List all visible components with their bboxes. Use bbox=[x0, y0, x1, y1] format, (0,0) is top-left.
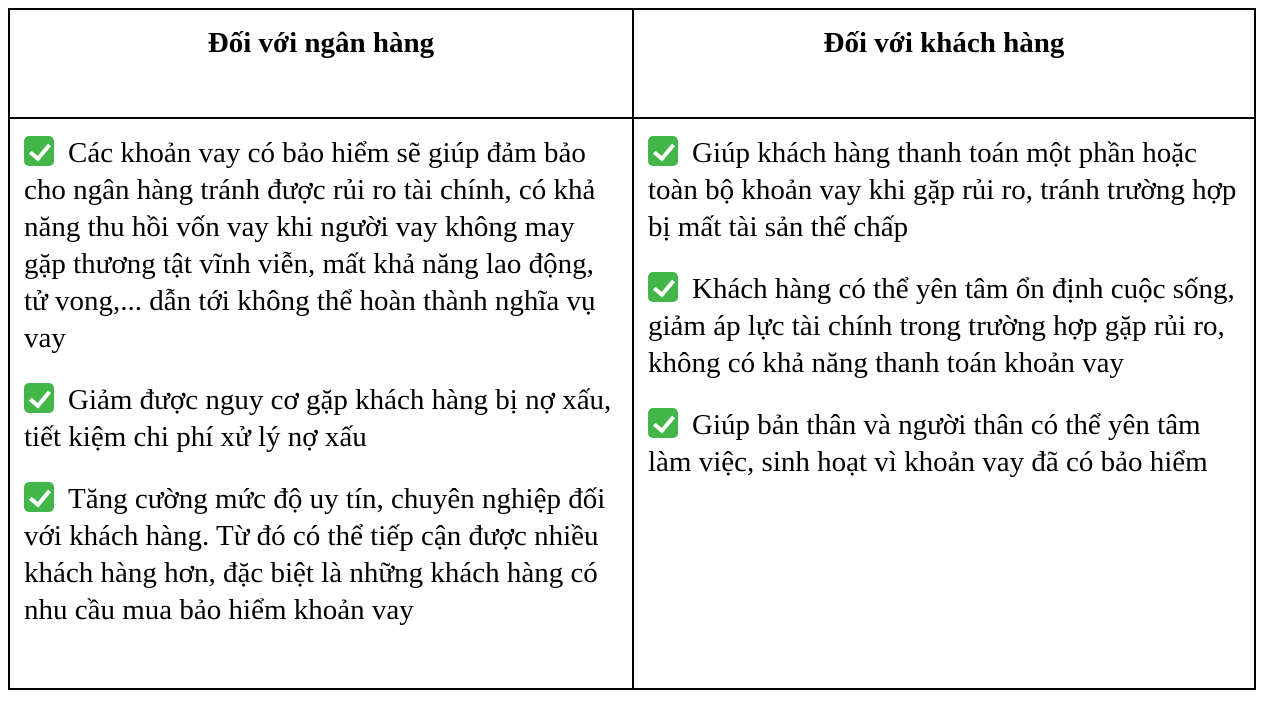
customer-benefit-text: Giúp khách hàng thanh toán một phần hoặc toàn bộ khoản vay khi gặp rủi ro, tránh trường hợp bị mất tài sản thế chấp bbox=[648, 137, 1237, 243]
header-row bbox=[10, 10, 1254, 118]
comparison-table bbox=[10, 10, 1254, 688]
customer-benefit-item bbox=[648, 271, 1242, 382]
check-mark-icon bbox=[24, 136, 54, 166]
customer-benefits-cell bbox=[633, 118, 1254, 688]
check-mark-icon bbox=[648, 272, 678, 302]
bank-benefit-item bbox=[24, 135, 620, 357]
customer-benefit-item bbox=[648, 407, 1242, 481]
check-mark-icon bbox=[24, 482, 54, 512]
customer-benefit-text: Giúp bản thân và người thân có thể yên tâm làm việc, sinh hoạt vì khoản vay đã có bảo hiểm bbox=[648, 409, 1208, 478]
check-mark-icon bbox=[24, 383, 54, 413]
bank-benefit-item bbox=[24, 382, 620, 456]
check-mark-icon bbox=[648, 136, 678, 166]
header-customer: Đối với khách hàng bbox=[633, 10, 1254, 118]
bank-benefit-text: Giảm được nguy cơ gặp khách hàng bị nợ xấu, tiết kiệm chi phí xử lý nợ xấu bbox=[24, 384, 612, 453]
check-mark-icon bbox=[648, 408, 678, 438]
bank-benefit-text: Tăng cường mức độ uy tín, chuyên nghiệp đối với khách hàng. Từ đó có thể tiếp cận được nhiều khách hàng hơn, đặc biệt là những khách hàng có nhu cầu mua bảo hiểm khoản vay bbox=[24, 483, 606, 626]
bank-benefit-item bbox=[24, 481, 620, 629]
comparison-table-container bbox=[8, 8, 1256, 690]
header-bank: Đối với ngân hàng bbox=[10, 10, 633, 118]
bank-benefits-cell bbox=[10, 118, 633, 688]
bank-benefit-text: Các khoản vay có bảo hiểm sẽ giúp đảm bảo cho ngân hàng tránh được rủi ro tài chính, có khả năng thu hồi vốn vay khi người vay không may gặp thương tật vĩnh viễn, mất khả năng lao động, tử vong,... dẫn tới không thể hoàn thành nghĩa vụ vay bbox=[24, 137, 596, 354]
content-row bbox=[10, 118, 1254, 688]
customer-benefit-item bbox=[648, 135, 1242, 246]
customer-benefit-text: Khách hàng có thể yên tâm ổn định cuộc sống, giảm áp lực tài chính trong trường hợp gặp rủi ro, không có khả năng thanh toán khoản vay bbox=[648, 273, 1235, 379]
